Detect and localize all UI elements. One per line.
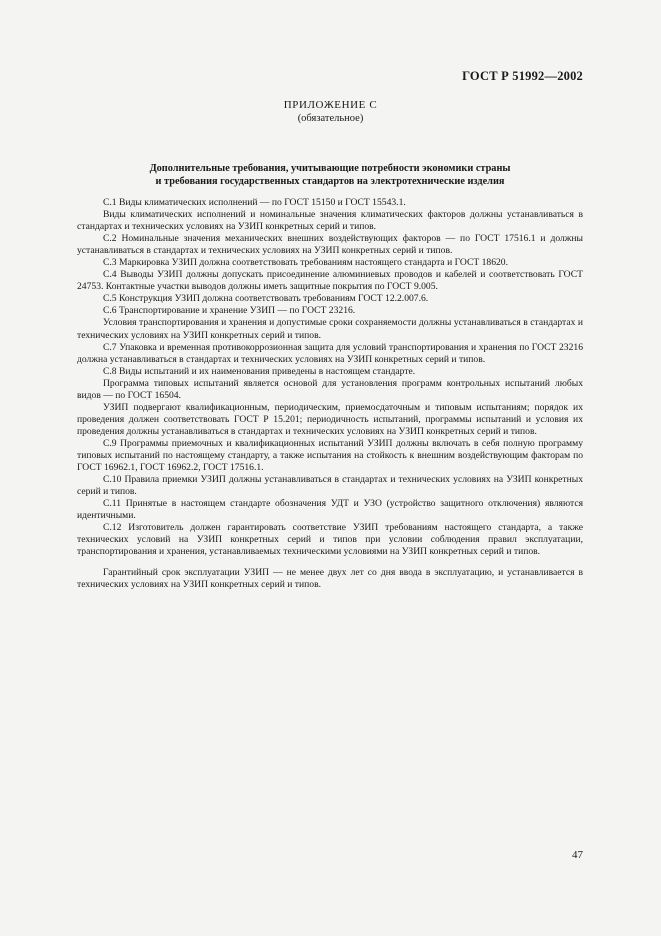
paragraph-warranty: Гарантийный срок эксплуатации УЗИП — не менее двух лет со дня ввода в эксплуатацию, и устанавливается в технических условиях на УЗИП конкретных серий и типов. [77, 567, 583, 591]
document-code: ГОСТ Р 51992—2002 [462, 69, 583, 83]
paragraph-c5: С.5 Конструкция УЗИП должна соответствовать требованиям ГОСТ 12.2.007.6. [103, 293, 429, 305]
paragraph-c10: С.10 Правила приемки УЗИП должны устанавливаться в стандартах и технических условиях на УЗИП конкретных серий и типов. [77, 474, 583, 498]
paragraph-c1: С.1 Виды климатических исполнений — по ГОСТ 15150 и ГОСТ 15543.1. [103, 197, 406, 208]
paragraph-c9: С.9 Программы приемочных и квалификационных испытаний УЗИП должны включать в себя полную программу типовых испытаний по настоящему стандарту, а также испытания на стойкость к внешним воздействующим факторам по ГОСТ 16962.1, ГОСТ 16962.2, ГОСТ 17516.1. [77, 437, 583, 474]
paragraph-c11: С.11 Принятые в настоящем стандарте обозначения УДТ и УЗО (устройство защитного отключения) являются идентичными. [77, 498, 583, 522]
paragraph-c6: С.6 Транспортирование и хранение УЗИП — по ГОСТ 23216. [103, 305, 356, 317]
section-heading-line-1: Дополнительные требования, учитывающие потребности экономики страны [149, 163, 511, 174]
paragraph-climatic: Виды климатических исполнений и номинальные значения климатических факторов должны устанавливаться в стандартах и технических условиях на УЗИП конкретных серий и типов. [77, 209, 583, 233]
appendix-status: (обязательное) [297, 113, 364, 124]
section-heading-line-2: и требования государственных стандартов на электротехнические изделия [155, 176, 505, 187]
appendix-block [0, 99, 661, 125]
paragraph-tests: УЗИП подвергают квалификационным, периодическим, приемосдаточным и типовым испытаниям; порядок их проведения должен соответствовать ГОСТ Р 15.201; периодичность испытаний, программы испытаний и условия их проведения должны устанавливаться в стандартах и технических условиях на УЗИП конкретных серий и типов. [77, 401, 583, 437]
paragraph-c2: С.2 Номинальные значения механических внешних воздействующих факторов — по ГОСТ 17516.1 и должны устанавливаться в стандартах и технических условиях на УЗИП конкретных серий и типов. [77, 233, 583, 257]
paragraph-test-program: Программа типовых испытаний является основой для установления программ контрольных испытаний любых видов — по ГОСТ 16504. [77, 377, 583, 401]
paragraph-transport: Условия транспортирования и хранения и допустимые сроки сохраняемости должны устанавливаться в стандартах и технических условиях на УЗИП конкретных серий и типов. [77, 317, 583, 341]
paragraph-c12: С.12 Изготовитель должен гарантировать соответствие УЗИП требованиям настоящего стандарта, а также технических условий на УЗИП конкретных серий и типов при условии соблюдения правил эксплуатации, транспортирования и хранения, устанавливаемых техническими условиями на УЗИП конкретных серий и типов. [77, 522, 583, 558]
page-number: 47 [572, 849, 583, 861]
body-text [77, 197, 583, 592]
paragraph-c3: С.3 Маркировка УЗИП должна соответствовать требованиям настоящего стандарта и ГОСТ 18620. [103, 257, 509, 269]
appendix-title: ПРИЛОЖЕНИЕ С [283, 99, 378, 111]
paragraph-c4: С.4 Выводы УЗИП должны допускать присоединение алюминиевых проводов и кабелей и соответствовать ГОСТ 24753. Контактные участки выводов должны иметь защитные покрытия по ГОСТ 9.005. [77, 269, 583, 293]
section-heading [80, 162, 580, 188]
paragraph-c7: С.7 Упаковка и временная противокоррозионная защита для условий транспортирования и хранения по ГОСТ 23216 должна устанавливаться в стандартах и технических условиях на УЗИП конкретных серий и типов. [77, 341, 583, 365]
paragraph-c8: С.8 Виды испытаний и их наименования приведены в настоящем стандарте. [103, 365, 416, 377]
